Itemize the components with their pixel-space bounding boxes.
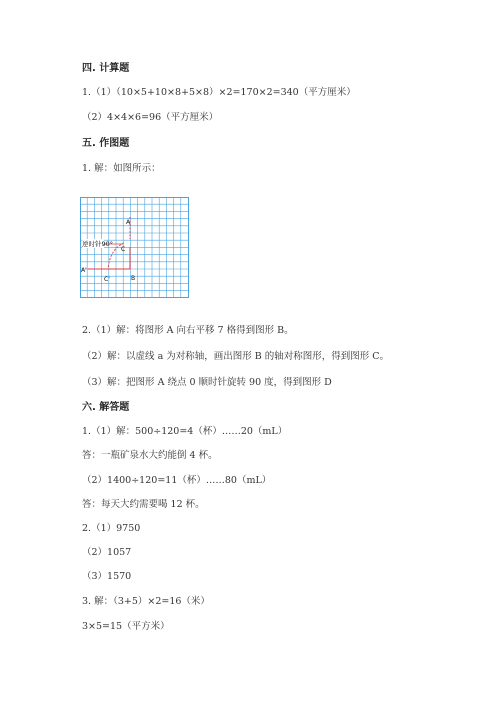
label-c: C [121, 246, 126, 253]
section-five-answer-2-1: 2.（1）解：将图形 A 向右平移 7 格得到图形 B。 [82, 325, 294, 336]
section-five-answer-2-2: （2）解：以虚线 a 为对称轴，画出图形 B 的轴对称图形，得到图形 C。 [82, 351, 390, 362]
label-a-prime: A' [81, 267, 87, 274]
section-four-answer-2: （2）4×4×6=96（平方厘米） [82, 112, 219, 123]
section-four-answer-1: 1.（1）（10×5+10×8+5×8）×2=170×2=340（平方厘米） [82, 87, 356, 98]
section-six-answer-2-3: （3）1570 [82, 571, 132, 582]
section-six-conclusion-1-2: 答：每天大约需要喝 12 杯。 [82, 499, 205, 510]
section-four-heading: 四. 计算题 [82, 63, 130, 74]
section-six-answer-2-2: （2）1057 [82, 547, 132, 558]
section-six-answer-2-1: 2.（1）9750 [82, 523, 141, 534]
grid-drawing [80, 197, 190, 299]
section-six-answer-3-2: 3×5=15（平方米） [82, 621, 170, 632]
section-six-heading: 六. 解答题 [82, 402, 130, 413]
section-five-heading: 五. 作图题 [82, 138, 130, 149]
section-five-answer-2-3: （3）解：把图形 A 绕点 0 顺时针旋转 90 度，得到图形 D [82, 377, 332, 388]
section-six-answer-3-1: 3. 解：（3+5）×2=16（米） [82, 596, 210, 607]
label-a: A [126, 219, 131, 226]
section-six-answer-1-1: 1.（1）解：500÷120=4（杯）……20（mL） [82, 426, 288, 437]
label-c-prime: C' [104, 276, 110, 283]
grid-figure [80, 197, 190, 303]
rotation-label: 逆时针90° [82, 240, 114, 248]
label-b: B [131, 275, 136, 282]
section-six-conclusion-1-1: 答：一瓶矿泉水大约能倒 4 杯。 [82, 450, 218, 461]
section-five-answer-1: 1. 解：如图所示： [82, 163, 161, 174]
section-six-answer-1-2: （2）1400÷120=11（杯）……80（mL） [82, 475, 272, 486]
